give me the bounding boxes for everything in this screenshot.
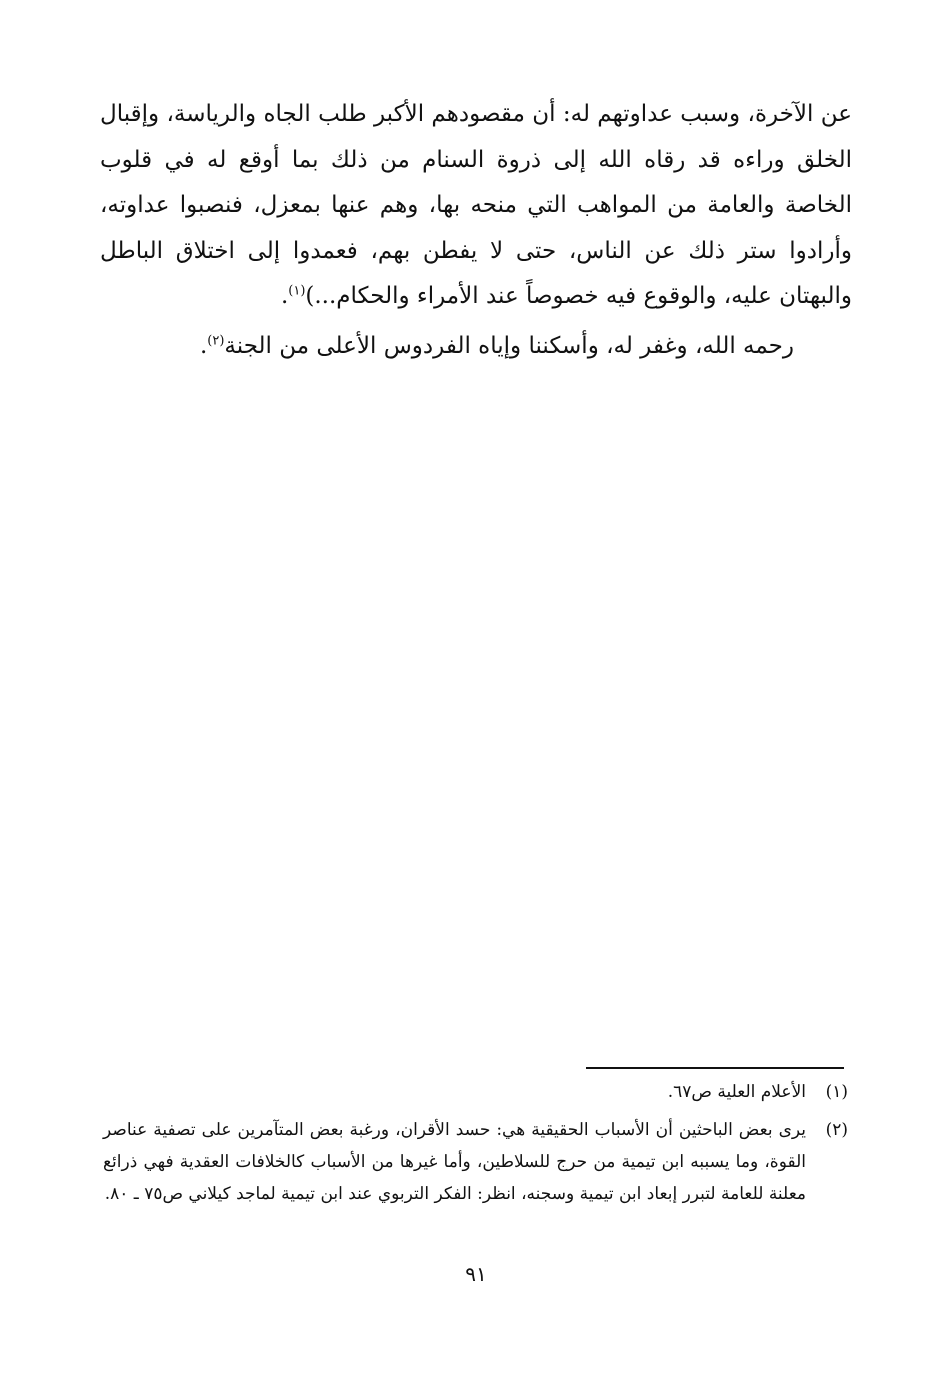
footnote-2 xyxy=(103,1114,848,1210)
footnotes xyxy=(103,1076,848,1216)
main-paragraph-text: عن الآخرة، وسبب عداوتهم له: أن مقصودهم الأكبر طلب الجاه والرياسة، وإقبال الخلق وراءه قد رقاه الله إلى ذروة السنام من ذلك بما أوقع له في قلوب الخاصة والعامة من المواهب التي منحه بها، وهم عنها بمعزل، فنصبوا عداوته، وأرادوا ستر ذلك عن الناس، حتى لا يفطن بهم، فعمدوا إلى اختلاق الباطل والبهتان عليه، والوقوع فيه خصوصاً عند الأمراء والحكام...) xyxy=(100,101,852,309)
footnote-ref-2: (٢) xyxy=(207,332,225,348)
main-paragraph xyxy=(100,92,852,320)
closing-paragraph-text: رحمه الله، وغفر له، وأسكننا وإياه الفردوس الأعلى من الجنة xyxy=(224,332,794,359)
footnote-ref-1: (١) xyxy=(288,283,306,299)
body-text xyxy=(100,92,852,369)
closing-paragraph-end: . xyxy=(199,332,208,359)
main-paragraph-end: . xyxy=(280,283,289,309)
page-number: ٩١ xyxy=(465,1262,487,1286)
footnote-separator xyxy=(586,1067,844,1069)
footnote-text: الأعلام العلية ص٦٧. xyxy=(667,1082,806,1102)
footnote-text: يرى بعض الباحثين أن الأسباب الحقيقية هي: حسد الأقران، ورغبة بعض المتآمرين على تصفية عناصر القوة، وما يسببه ابن تيمية من حرج للسلاطين، وأما غيرها من الأسباب كالخلافات العقدية فهي ذرائع معلنة للعامة لتبرر إبعاد ابن تيمية وسجنه، انظر: الفكر التربوي عند ابن تيمية لماجد كيلاني ص٧٥ ـ ٨٠. xyxy=(103,1120,806,1204)
footnote-number: (١) xyxy=(825,1082,848,1102)
closing-paragraph xyxy=(100,324,852,370)
footnote-1 xyxy=(103,1076,848,1108)
footnote-number: (٢) xyxy=(825,1120,848,1140)
